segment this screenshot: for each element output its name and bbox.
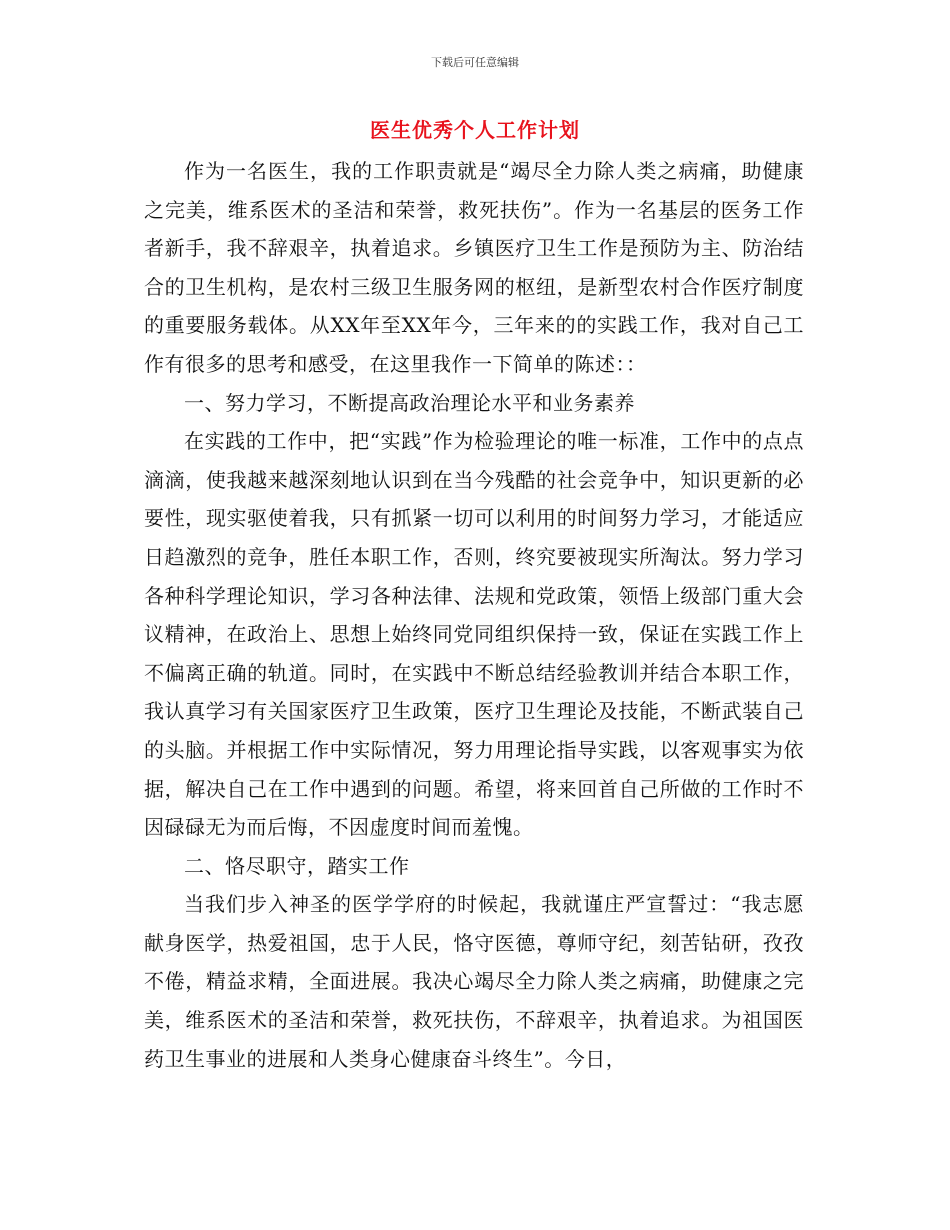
document-title: 医生优秀个人工作计划 [370,118,580,142]
section-heading-2: 二、恪尽职守，踏实工作 [184,853,410,878]
intro-paragraph: 作为一名医生，我的工作职责就是“竭尽全力除人类之病痛，助健康之完美，维系医术的圣洁和荣誉，救死扶伤”。作为一名基层的医务工作者新手，我不辞艰辛，执着追求。乡镇医疗卫生工作是预防为主、防治结合的卫生机构，是农村三级卫生服务网的枢纽，是新型农村合作医疗制度的重要服务载体。从XX年至XX年今，三年来的的实践工作，我对自己工作有很多的思考和感受，在这里我作一下简单的陈述：： [144,159,804,376]
section-2-paragraph: 当我们步入神圣的医学学府的时候起，我就谨庄严宣誓过：“我志愿献身医学，热爱祖国，忠于人民，恪守医德，尊师守纪，刻苦钻研，孜孜不倦，精益求精，全面进展。我决心竭尽全力除人类之病痛，助健康之完美，维系医术的圣洁和荣誉，救死扶伤，不辞艰辛，执着追求。为祖国医药卫生事业的进展和人类身心健康奋斗终生”。今日， [144,892,804,1071]
section-heading-1: 一、努力学习，不断提高政治理论水平和业务素养 [184,390,635,415]
document-body [144,152,804,1078]
page-header-note: 下载后可任意编辑 [431,56,519,69]
section-1-paragraph: 在实践的工作中，把“实践”作为检验理论的唯一标准，工作中的点点滴滴，使我越来越深刻地认识到在当今残酷的社会竞争中，知识更新的必要性，现实驱使着我，只有抓紧一切可以利用的时间努力学习，才能适应日趋激烈的竞争，胜任本职工作，否则，终究要被现实所淘汰。努力学习各种科学理论知识，学习各种法律、法规和党政策，领悟上级部门重大会议精神，在政治上、思想上始终同党同组织保持一致，保证在实践工作上不偏离正确的轨道。同时，在实践中不断总结经验教训并结合本职工作，我认真学习有关国家医疗卫生政策，医疗卫生理论及技能，不断武装自己的头脑。并根据工作中实际情况，努力用理论指导实践，以客观事实为依据，解决自己在工作中遇到的问题。希望，将来回首自己所做的工作时不因碌碌无为而后悔，不因虚度时间而羞愧。 [144,429,804,840]
